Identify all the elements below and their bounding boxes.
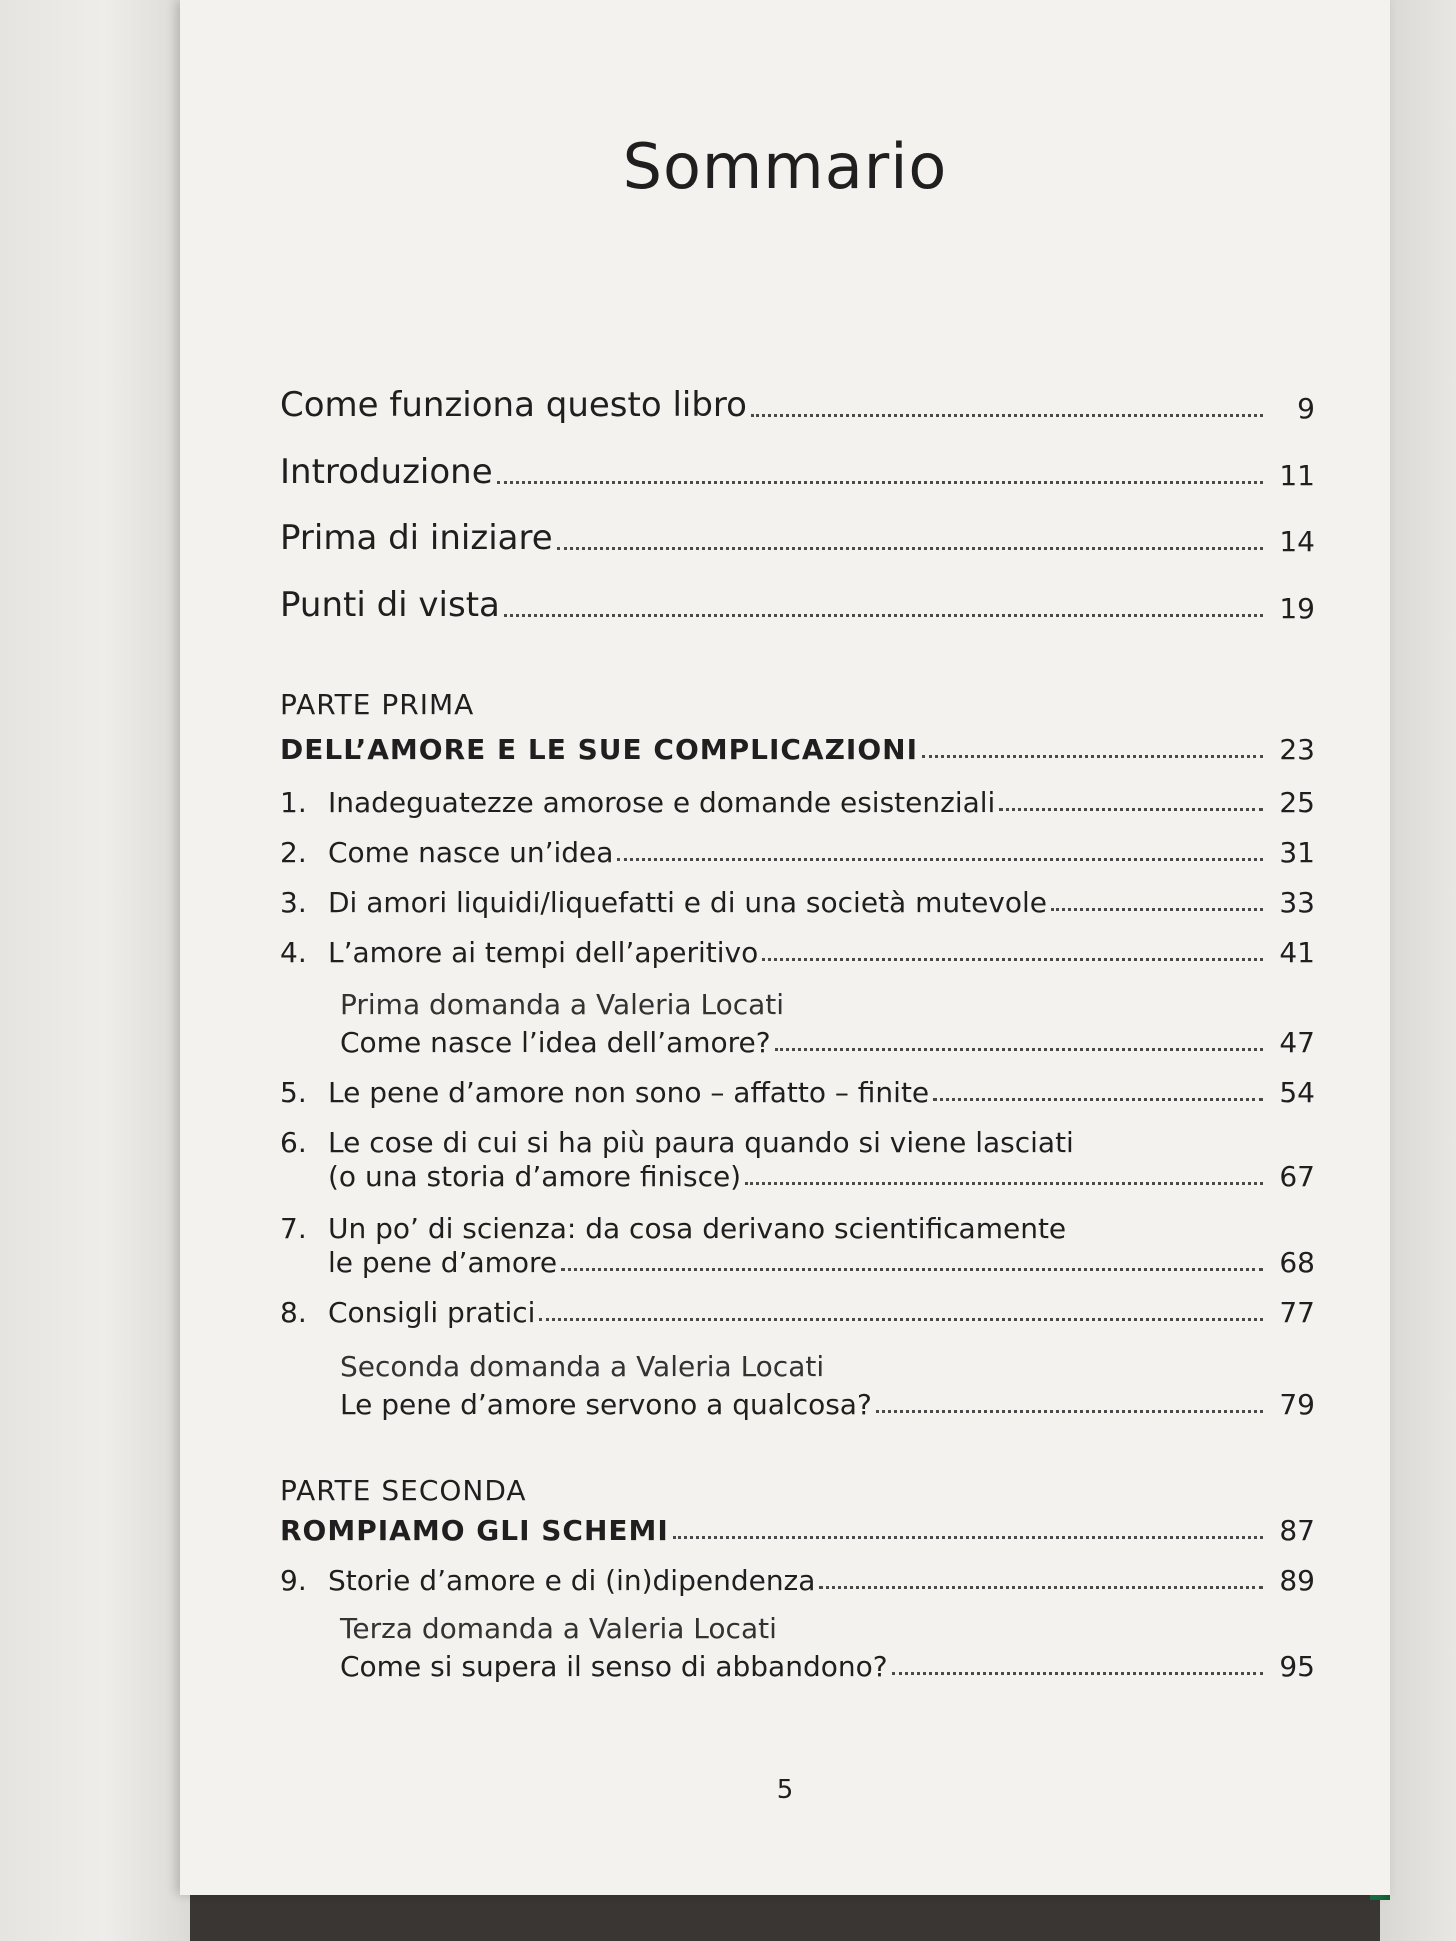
facing-page-edge [0,0,190,1941]
toc-entry-introduzione: Introduzione 11 [280,452,1315,492]
background-right [1380,0,1456,1941]
question-3-heading: Terza domanda a Valeria Locati [340,1612,777,1645]
question-2-heading: Seconda domanda a Valeria Locati [340,1350,825,1383]
toc-chapter-9: 9. Storie d’amore e di (in)dipendenza 89 [280,1564,1315,1597]
part-two-label: PARTE SECONDA [280,1474,527,1507]
toc-chapter-6-line2: (o una storia d’amore finisce) 67 [328,1160,1315,1193]
toc-chapter-6-line1: 6. Le cose di cui si ha più paura quando si viene lasciati [280,1126,1074,1159]
toc-entry-prima-di-iniziare: Prima di iniziare 14 [280,518,1315,558]
toc-chapter-8: 8. Consigli pratici 77 [280,1296,1315,1329]
question-2: Le pene d’amore servono a qualcosa? 79 [340,1388,1315,1421]
part-one-label: PARTE PRIMA [280,688,475,721]
toc-chapter-1: 1. Inadeguatezze amorose e domande esistenziali 25 [280,786,1315,819]
toc-chapter-2: 2. Come nasce un’idea 31 [280,836,1315,869]
book-page [180,0,1390,1895]
question-1: Come nasce l’idea dell’amore? 47 [340,1026,1315,1059]
toc-entry-come-funziona: Come funziona questo libro 9 [280,385,1315,425]
question-3: Come si supera il senso di abbandono? 95 [340,1650,1315,1683]
toc-chapter-5: 5. Le pene d’amore non sono – affatto – finite 54 [280,1076,1315,1109]
toc-chapter-7-line2: le pene d’amore 68 [328,1246,1315,1279]
part-two-title: ROMPIAMO GLI SCHEMI 87 [280,1514,1315,1547]
toc-chapter-3: 3. Di amori liquidi/liquefatti e di una società mutevole 33 [280,886,1315,919]
part-one-title: DELL’AMORE E LE SUE COMPLICAZIONI 23 [280,733,1315,766]
page-number: 5 [776,1775,794,1805]
toc-chapter-4: 4. L’amore ai tempi dell’aperitivo 41 [280,936,1315,969]
toc-entry-punti-di-vista: Punti di vista 19 [280,585,1315,625]
question-1-heading: Prima domanda a Valeria Locati [340,988,785,1021]
toc-chapter-7-line1: 7. Un po’ di scienza: da cosa derivano scientificamente [280,1212,1067,1245]
page-title: Sommario [622,130,948,203]
